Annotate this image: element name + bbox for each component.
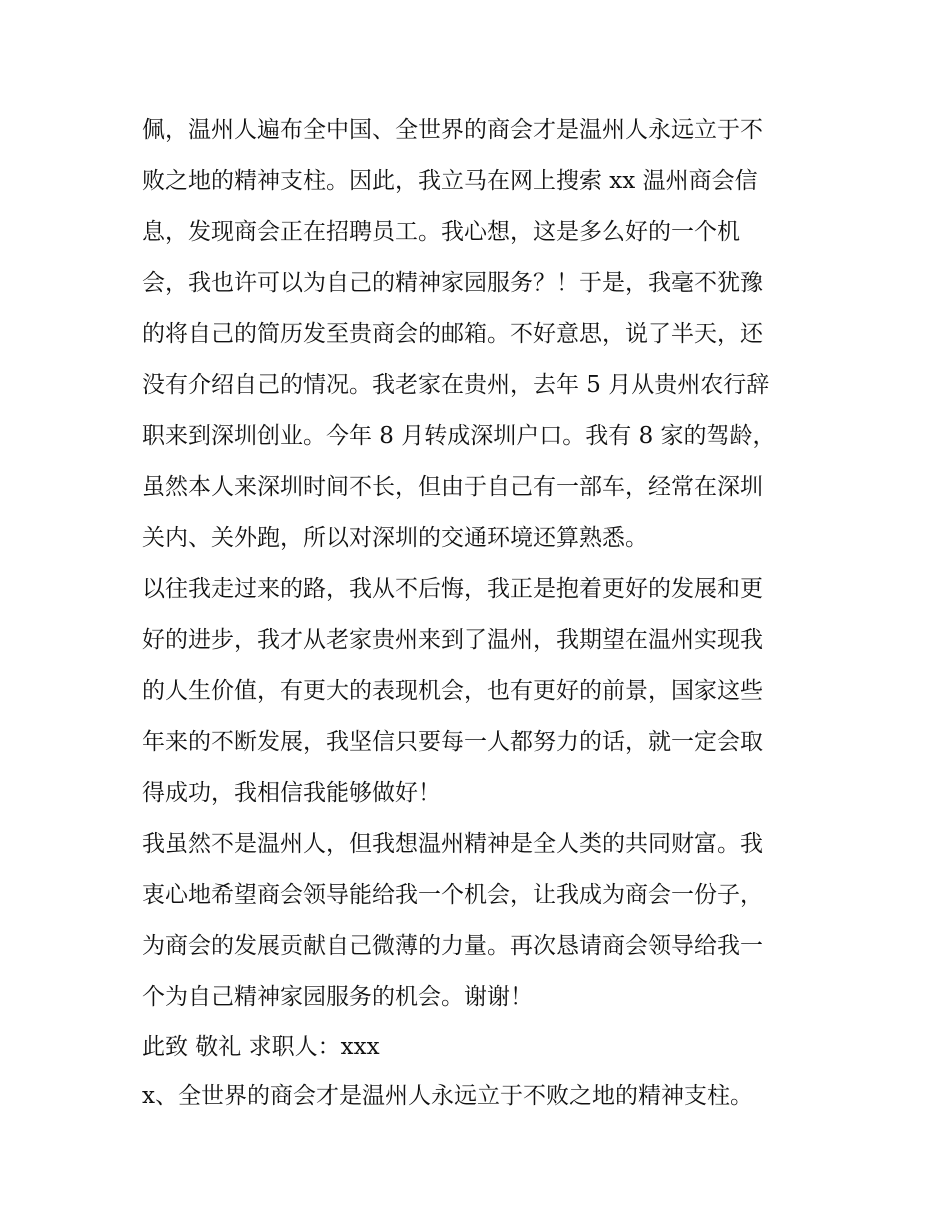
text-line: 的人生价值，有更大的表现机会，也有更好的前景，国家这些 [142, 678, 763, 704]
paragraph-1 [142, 105, 822, 564]
text-line: 此致 敬礼 求职人：xxx [142, 1034, 380, 1060]
text-line: 衷心地希望商会领导能给我一个机会，让我成为商会一份子， [142, 882, 763, 908]
text-line: 的将自己的简历发至贵商会的邮箱。不好意思，说了半天，还 [142, 321, 763, 347]
text-line: 年来的不断发展，我坚信只要每一人都努力的话，就一定会取 [142, 729, 763, 755]
text-line: 个为自己精神家园服务的机会。谢谢！ [142, 984, 533, 1010]
paragraph-5 [142, 1071, 822, 1122]
text-line: 我虽然不是温州人，但我想温州精神是全人类的共同财富。我 [142, 831, 763, 857]
text-line: 虽然本人来深圳时间不长，但由于自己有一部车，经常在深圳 [142, 474, 763, 500]
text-line: 以往我走过来的路，我从不后悔，我正是抱着更好的发展和更 [142, 576, 763, 602]
text-line: 好的进步，我才从老家贵州来到了温州，我期望在温州实现我 [142, 627, 763, 653]
text-line: 得成功，我相信我能够做好！ [142, 780, 441, 806]
paragraph-3 [142, 819, 822, 1023]
text-line: 没有介绍自己的情况。我老家在贵州，去年 5 月从贵州农行辞 [142, 372, 770, 398]
paragraph-2 [142, 564, 822, 819]
text-line: 佩，温州人遍布全中国、全世界的商会才是温州人永远立于不 [142, 117, 763, 143]
text-line: 为商会的发展贡献自己微薄的力量。再次恳请商会领导给我一 [142, 933, 763, 959]
closing-line [142, 1023, 822, 1071]
text-line: 会，我也许可以为自己的精神家园服务？！于是，我毫不犹豫 [142, 270, 763, 296]
text-line: 职来到深圳创业。今年 8 月转成深圳户口。我有 8 家的驾龄， [142, 423, 776, 449]
text-line: 关内、关外跑，所以对深圳的交通环境还算熟悉。 [142, 525, 648, 551]
text-line: x、全世界的商会才是温州人永远立于不败之地的精神支柱。 [142, 1083, 753, 1109]
text-line: 息，发现商会正在招聘员工。我心想，这是多么好的一个机 [142, 219, 740, 245]
document-body [142, 105, 822, 1122]
text-line: 败之地的精神支柱。因此，我立马在网上搜索 xx 温州商会信 [142, 168, 758, 194]
